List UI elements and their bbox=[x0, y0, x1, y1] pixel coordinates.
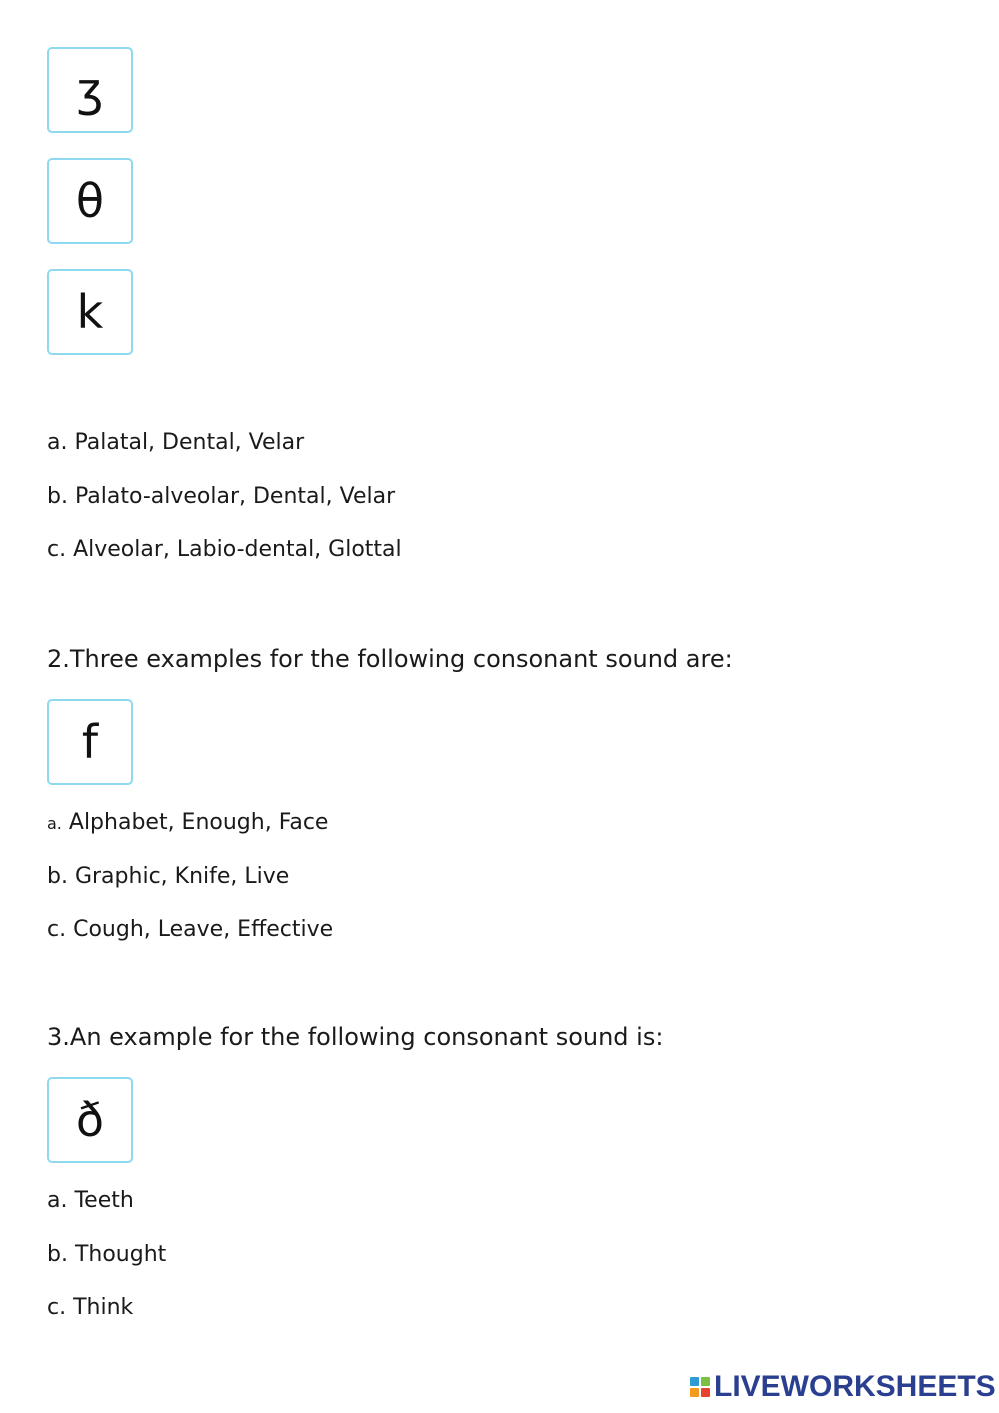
brand-name: LIVEWORKSHEETS bbox=[714, 1370, 996, 1403]
liveworksheets-logo-icon bbox=[690, 1377, 710, 1397]
question2-option-c[interactable] bbox=[47, 917, 333, 943]
option-letter: a. bbox=[47, 430, 68, 455]
question3-option-b[interactable] bbox=[47, 1242, 166, 1268]
option-text: Graphic, Knife, Live bbox=[74, 864, 290, 889]
ipa-symbol: ð bbox=[75, 1093, 105, 1147]
option-text: Think bbox=[73, 1295, 134, 1320]
option-text: Alphabet, Enough, Face bbox=[68, 810, 329, 835]
option-letter: a. bbox=[47, 1188, 68, 1213]
option-letter: c. bbox=[47, 537, 67, 562]
option-text: Thought bbox=[74, 1242, 167, 1267]
option-text: Teeth bbox=[74, 1188, 134, 1213]
option-text: Palato-alveolar, Dental, Velar bbox=[74, 484, 396, 509]
ipa-symbol-box-zh bbox=[47, 47, 133, 133]
option-letter: b. bbox=[47, 864, 68, 889]
option-text: Palatal, Dental, Velar bbox=[74, 430, 305, 455]
ipa-symbol-box-theta bbox=[47, 158, 133, 244]
ipa-symbol-box-k bbox=[47, 269, 133, 355]
question3-option-a[interactable] bbox=[47, 1188, 134, 1214]
option-letter: c. bbox=[47, 917, 67, 942]
ipa-symbol: θ bbox=[75, 174, 105, 228]
question1-option-a[interactable] bbox=[47, 430, 304, 456]
question2-option-b[interactable] bbox=[47, 864, 289, 890]
ipa-symbol: ʒ bbox=[76, 63, 104, 117]
question3-option-c[interactable] bbox=[47, 1295, 133, 1321]
question3-prompt: 3.An example for the following consonant sound is: bbox=[47, 1023, 664, 1051]
ipa-symbol-box-eth bbox=[47, 1077, 133, 1163]
logo-square bbox=[690, 1388, 699, 1397]
ipa-symbol: f bbox=[81, 715, 99, 769]
logo-square bbox=[701, 1388, 710, 1397]
logo-square bbox=[701, 1377, 710, 1386]
question1-option-c[interactable] bbox=[47, 537, 402, 563]
question1-option-b[interactable] bbox=[47, 484, 395, 510]
option-letter: a. bbox=[47, 814, 62, 833]
liveworksheets-brand[interactable] bbox=[690, 1372, 996, 1402]
question2-prompt: 2.Three examples for the following consonant sound are: bbox=[47, 645, 733, 673]
option-text: Alveolar, Labio-dental, Glottal bbox=[73, 537, 402, 562]
logo-square bbox=[690, 1377, 699, 1386]
question2-option-a[interactable] bbox=[47, 810, 328, 836]
option-letter: b. bbox=[47, 1242, 68, 1267]
ipa-symbol: k bbox=[76, 285, 104, 339]
option-text: Cough, Leave, Effective bbox=[73, 917, 334, 942]
option-letter: b. bbox=[47, 484, 68, 509]
ipa-symbol-box-f bbox=[47, 699, 133, 785]
option-letter: c. bbox=[47, 1295, 67, 1320]
